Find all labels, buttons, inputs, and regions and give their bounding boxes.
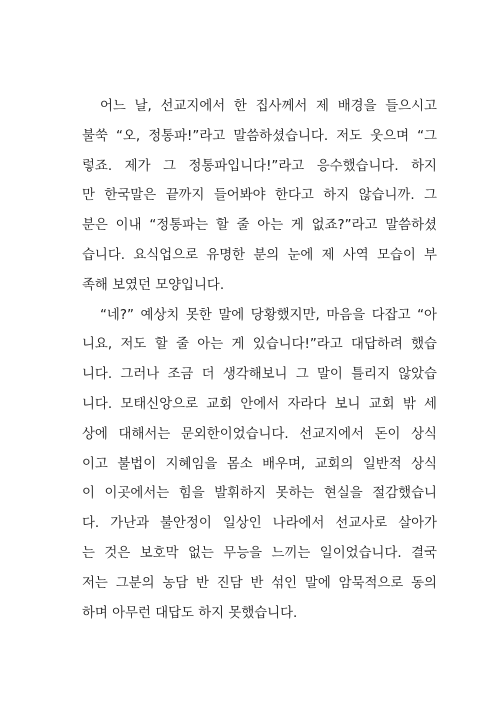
text-line: 습니다. 요식업으로 유명한 분의 눈에 제 사역 모습이 부 bbox=[82, 247, 437, 263]
text-line: 다. 가난과 불안정이 일상인 나라에서 선교사로 살아가 bbox=[82, 516, 437, 532]
text-line: 렇죠. 제가 그 정통파입니다!”라고 응수했습니다. 하지 bbox=[82, 158, 437, 174]
text-line: 불쑥 “오, 정통파!”라고 말씀하셨습니다. 저도 웃으며 “그 bbox=[82, 128, 437, 144]
text-line: 분은 이내 “정통파는 할 줄 아는 게 없죠?”라고 말씀하셨 bbox=[82, 218, 437, 234]
text-line: 이 이곳에서는 힘을 발휘하지 못하는 현실을 절감했습니 bbox=[82, 486, 437, 502]
text-line: 하며 아무런 대답도 하지 못했습니다. bbox=[82, 605, 298, 621]
text-line: 이고 불법이 지혜임을 몸소 배우며, 교회의 일반적 상식 bbox=[82, 456, 437, 472]
paragraph-1 bbox=[82, 92, 437, 301]
text-line: 는 것은 보호막 없는 무능을 느끼는 일이었습니다. 결국 bbox=[82, 545, 437, 561]
text-line: 족해 보였던 모양입니다. bbox=[82, 277, 225, 293]
paragraph-2 bbox=[82, 301, 437, 629]
text-line: 어느 날, 선교지에서 한 집사께서 제 배경을 들으시고 bbox=[100, 99, 437, 114]
text-line: 만 한국말은 끝까지 들어봐야 한다고 하지 않습니까. 그 bbox=[82, 188, 437, 204]
body-text bbox=[82, 92, 437, 628]
text-line: 저는 그분의 농담 반 진담 반 섞인 말에 암묵적으로 동의 bbox=[82, 575, 437, 591]
text-line: 니다. 모태신앙으로 교회 안에서 자라다 보니 교회 밖 세 bbox=[82, 396, 437, 412]
text-line: 니요, 저도 할 줄 아는 게 있습니다!”라고 대답하려 했습 bbox=[82, 337, 437, 353]
text-line: 상에 대해서는 문외한이었습니다. 선교지에서 돈이 상식 bbox=[82, 426, 437, 442]
text-line: 니다. 그러나 조금 더 생각해보니 그 말이 틀리지 않았습 bbox=[82, 367, 437, 383]
text-line: “네?” 예상치 못한 말에 당황했지만, 마음을 다잡고 “아 bbox=[100, 307, 437, 323]
